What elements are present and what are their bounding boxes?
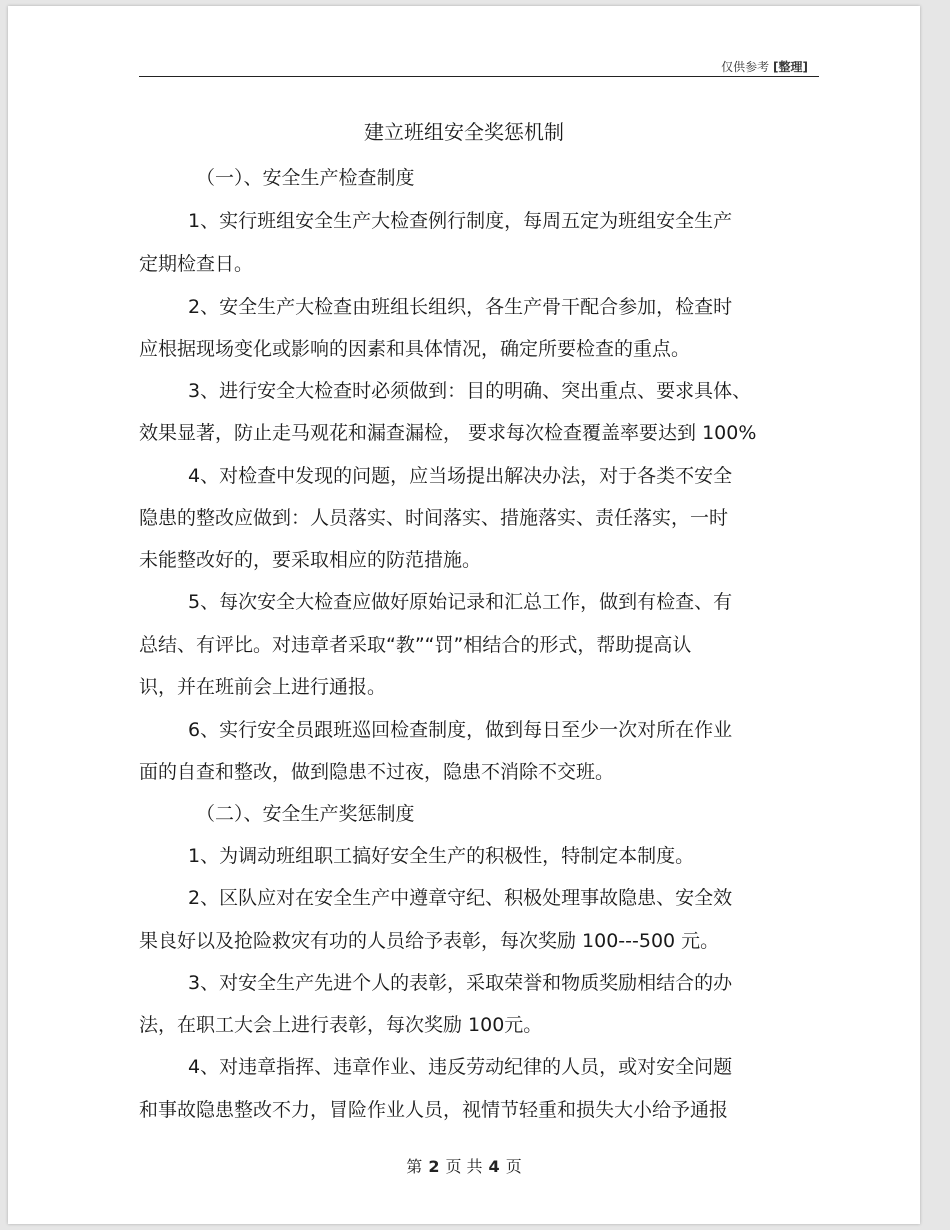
paragraph-line: 识，并在班前会上进行通报。 [139,676,387,698]
paragraph-line: 定期检查日。 [139,253,254,275]
paragraph-line: 3、对安全生产先进个人的表彰，采取荣誉和物质奖励相结合的办 [188,972,733,994]
document-page [8,6,920,1224]
footer-middle: 页 共 [445,1157,483,1176]
section-heading: （二）、安全生产奖惩制度 [196,803,415,825]
footer-suffix: 页 [505,1157,522,1176]
paragraph-line: 未能整改好的，要采取相应的防范措施。 [139,549,482,571]
section-heading: （一）、安全生产检查制度 [196,167,415,189]
paragraph-line: 2、区队应对在安全生产中遵章守纪、积极处理事故隐患、安全效 [188,887,733,909]
footer-current-page: 2 [428,1157,440,1176]
paragraph-line: 1、实行班组安全生产大检查例行制度，每周五定为班组安全生产 [188,210,733,232]
paragraph-line: 效果显著，防止走马观花和漏查漏检， 要求每次检查覆盖率要达到 100% [139,422,757,444]
header-bracket: [整理] [773,60,808,74]
header-note: 仅供参考 [721,60,770,74]
page-header [721,58,808,75]
header-rule [139,76,819,77]
footer-total-pages: 4 [488,1157,500,1176]
paragraph-line: 总结、有评比。对违章者采取“教”“罚”相结合的形式，帮助提高认 [139,634,692,656]
paragraph-line: 4、对违章指挥、违章作业、违反劳动纪律的人员，或对安全问题 [188,1056,733,1078]
paragraph-line: 1、为调动班组职工搞好安全生产的积极性，特制定本制度。 [188,845,695,867]
paragraph-line: 面的自查和整改，做到隐患不过夜，隐患不消除不交班。 [139,761,615,783]
paragraph-line: 3、进行安全大检查时必须做到：目的明确、突出重点、要求具体、 [188,380,752,402]
paragraph-line: 和事故隐患整改不力，冒险作业人员，视情节轻重和损失大小给予通报 [139,1099,729,1121]
footer-prefix: 第 [406,1157,423,1176]
paragraph-line: 4、对检查中发现的问题，应当场提出解决办法，对于各类不安全 [188,465,733,487]
paragraph-line: 5、每次安全大检查应做好原始记录和汇总工作，做到有检查、有 [188,591,733,613]
paragraph-line: 应根据现场变化或影响的因素和具体情况，确定所要检查的重点。 [139,338,691,360]
document-title: 建立班组安全奖惩机制 [364,120,564,144]
page-footer [8,1154,920,1177]
paragraph-line: 隐患的整改应做到：人员落实、时间落实、措施落实、责任落实，一时 [139,507,729,529]
paragraph-line: 2、安全生产大检查由班组长组织，各生产骨干配合参加，检查时 [188,296,733,318]
paragraph-line: 6、实行安全员跟班巡回检查制度，做到每日至少一次对所在作业 [188,719,733,741]
paragraph-line: 法，在职工大会上进行表彰，每次奖励 100元。 [139,1014,543,1036]
paragraph-line: 果良好以及抢险救灾有功的人员给予表彰，每次奖励 100---500 元。 [139,930,720,952]
